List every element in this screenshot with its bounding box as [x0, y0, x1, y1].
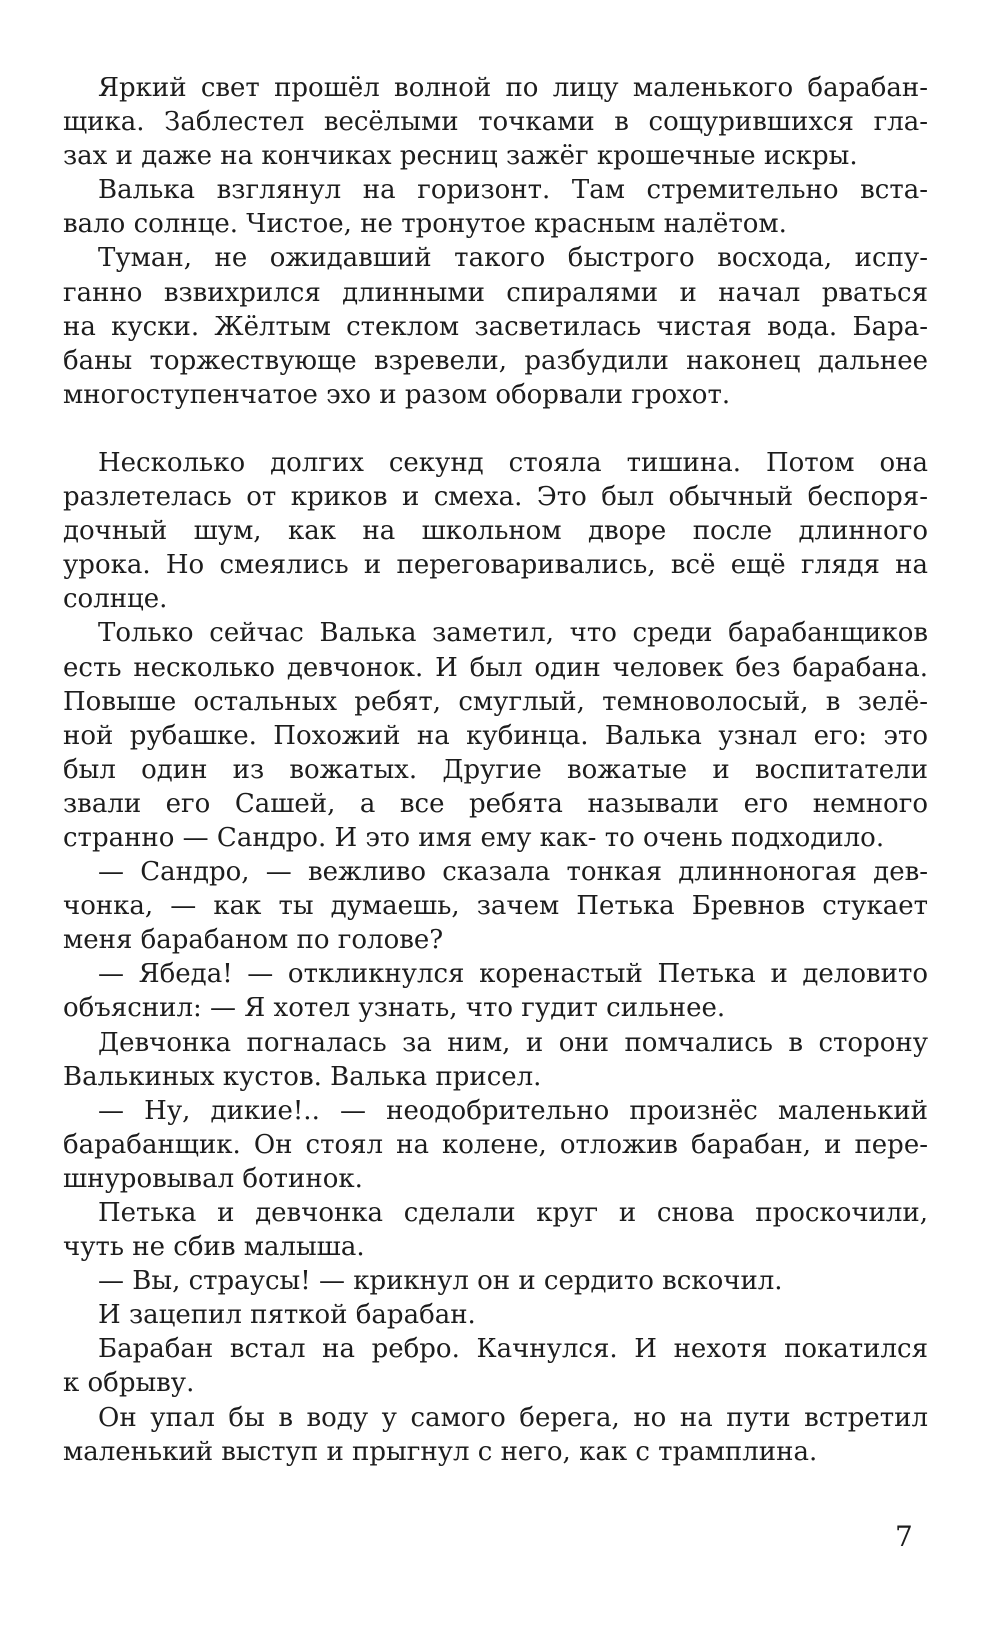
text-line: есть несколько девчонок. И был один человек без барабана. — [63, 652, 928, 683]
paragraph — [63, 1196, 928, 1264]
paragraph — [63, 1298, 928, 1332]
text-line: — Сандро, — вежливо сказала тонкая длинноногая дев- — [98, 857, 928, 888]
paragraph — [63, 446, 928, 616]
text-line: И зацепил пяткой барабан. — [98, 1300, 476, 1331]
text-line: Валька взглянул на горизонт. Там стремительно вста- — [98, 175, 928, 206]
text-line: к обрыву. — [63, 1368, 195, 1399]
text-line: Девчонка погналась за ним, и они помчались в сторону — [98, 1027, 928, 1058]
paragraph — [63, 1094, 928, 1196]
paragraph — [63, 71, 928, 173]
text-line: странно — Сандро. И это имя ему как- то очень подходило. — [63, 822, 885, 853]
text-line: дочный шум, как на школьном дворе после длинного — [63, 516, 928, 547]
text-line: Он упал бы в воду у самого берега, но на пути встретил — [98, 1402, 928, 1433]
text-line: шнуровывал ботинок. — [63, 1163, 363, 1194]
text-line: Повыше остальных ребят, смуглый, темноволосый, в зелё- — [63, 686, 928, 717]
text-line: ной рубашке. Похожий на кубинца. Валька узнал его: это — [63, 720, 928, 751]
text-line: меня барабаном по голове? — [63, 925, 444, 956]
text-line: маленький выступ и прыгнул с него, как с трамплина. — [63, 1436, 818, 1467]
text-line: Валькиных кустов. Валька присел. — [63, 1061, 542, 1092]
text-line: на куски. Жёлтым стеклом засветилась чистая вода. Бара- — [63, 311, 928, 342]
text-line: Барабан встал на ребро. Качнулся. И нехотя покатился — [98, 1334, 928, 1365]
text-line: зах и даже на кончиках ресниц зажёг крошечные искры. — [63, 141, 858, 172]
paragraph — [63, 855, 928, 957]
paragraph — [63, 1401, 928, 1469]
text-line: солнце. — [63, 584, 168, 615]
paragraph — [63, 957, 928, 1025]
body-text — [63, 71, 928, 1469]
text-line: Несколько долгих секунд стояла тишина. Потом она — [98, 447, 928, 478]
text-line: звали его Сашей, а все ребята называли его немного — [63, 788, 928, 819]
text-line: был один из вожатых. Другие вожатые и воспитатели — [63, 754, 928, 785]
text-line: вало солнце. Чистое, не тронутое красным налётом. — [63, 209, 787, 240]
text-line: щика. Заблестел весёлыми точками в сощурившихся гла- — [63, 107, 928, 138]
text-line: барабанщик. Он стоял на колене, отложив барабан, и пере- — [63, 1129, 928, 1160]
paragraph — [63, 1264, 928, 1298]
text-line: ганно взвихрился длинными спиралями и начал рваться — [63, 277, 928, 308]
paragraph — [63, 616, 928, 855]
text-line: объяснил: — Я хотел узнать, что гудит сильнее. — [63, 993, 726, 1024]
paragraph — [63, 1332, 928, 1400]
text-line: Туман, не ожидавший такого быстрого восхода, испу- — [98, 243, 928, 274]
text-line: чонка, — как ты думаешь, зачем Петька Бревнов стукает — [63, 891, 928, 922]
paragraph — [63, 173, 928, 241]
text-line: — Ябеда! — откликнулся коренастый Петька и деловито — [98, 959, 928, 990]
paragraph — [63, 241, 928, 411]
text-line: Только сейчас Валька заметил, что среди барабанщиков — [98, 618, 928, 649]
text-line: урока. Но смеялись и переговаривались, всё ещё глядя на — [63, 550, 928, 581]
text-line: Яркий свет прошёл волной по лицу маленького барабан- — [98, 73, 928, 103]
text-line: Петька и девчонка сделали круг и снова проскочили, — [98, 1198, 928, 1228]
text-line: разлетелась от криков и смеха. Это был обычный беспоря- — [63, 482, 928, 513]
text-line: баны торжествующе взревели, разбудили наконец дальнее — [63, 345, 928, 376]
text-line: — Вы, страусы! — крикнул он и сердито вскочил. — [98, 1266, 783, 1297]
paragraph — [63, 1026, 928, 1094]
text-line: многоступенчатое эхо и разом оборвали грохот. — [63, 379, 731, 410]
section-break — [63, 412, 928, 446]
page-number: 7 — [895, 1520, 913, 1553]
text-line: — Ну, дикие!.. — неодобрительно произнёс маленький — [98, 1095, 928, 1126]
text-line: чуть не сбив малыша. — [63, 1232, 365, 1263]
